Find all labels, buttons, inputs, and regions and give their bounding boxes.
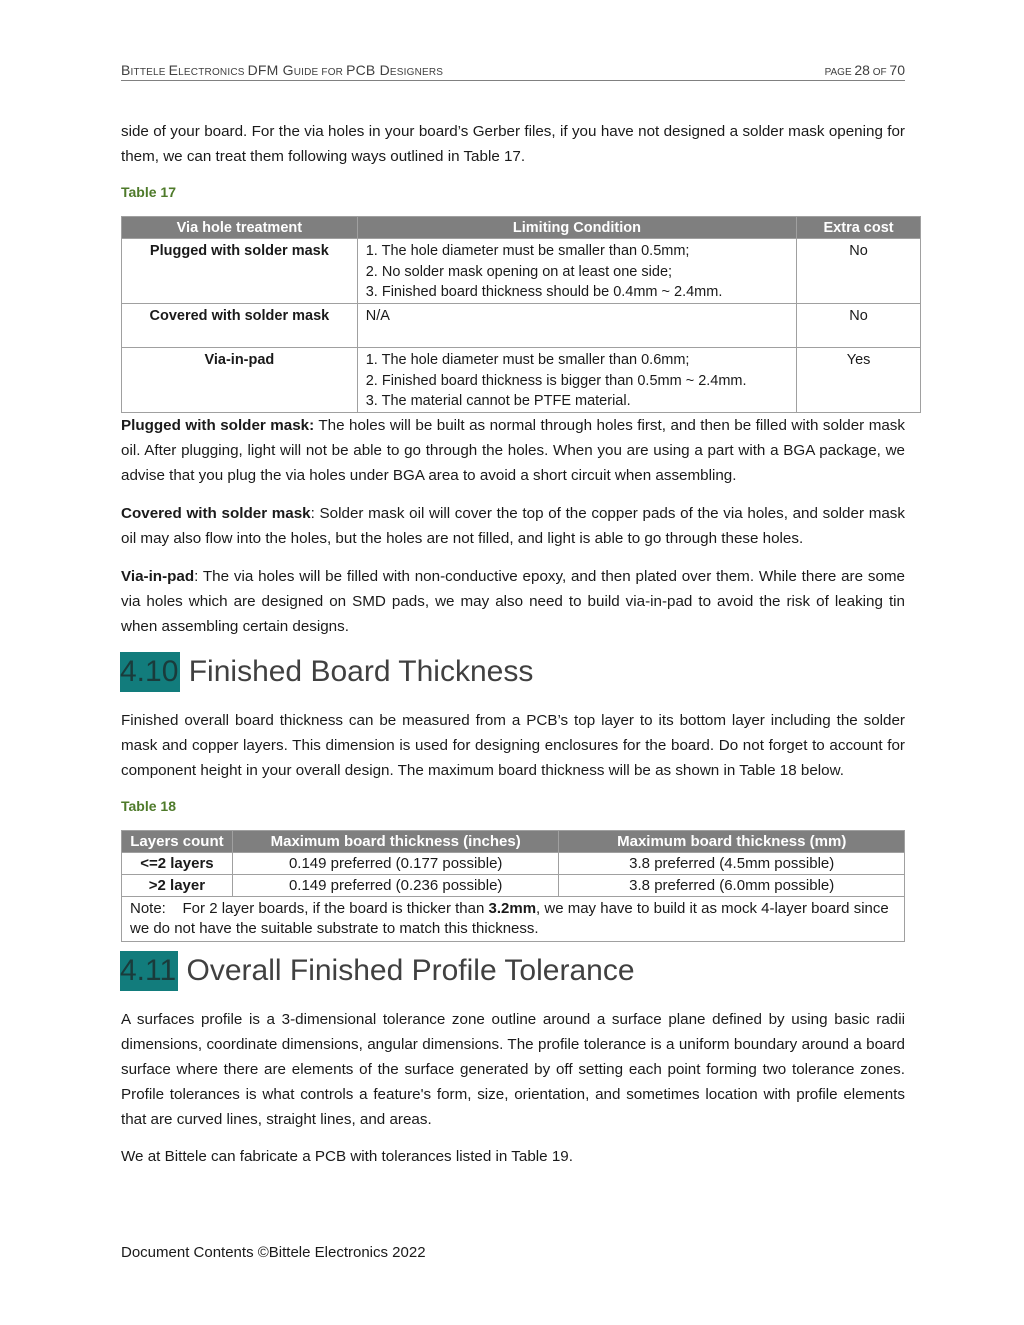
- section-title: Finished Board Thickness: [180, 655, 534, 688]
- condition-line: N/A: [365, 308, 390, 324]
- condition-line: 3. Finished board thickness should be 0.4mm ~ 2.4mm.: [365, 284, 723, 300]
- layers-count: >2 layer: [122, 875, 233, 897]
- description-term: Plugged with solder mask:: [121, 417, 315, 434]
- table-18: [121, 830, 905, 942]
- table-17-caption: Table 17: [121, 184, 176, 200]
- extra-cost: No: [797, 304, 921, 348]
- treatment-name: Plugged with solder mask: [122, 239, 358, 304]
- thickness-inches: 0.149 preferred (0.236 possible): [232, 875, 559, 897]
- column-header: Extra cost: [797, 217, 921, 239]
- column-header: Maximum board thickness (inches): [232, 831, 559, 853]
- table-row: [122, 239, 921, 304]
- description-text: The holes will be built as normal through holes first, and then be filled with solder mask oil. After plugging, light will not be able to go through the holes. When you are using a part with a BGA package, we advise that you plug the via holes under BGA area to avoid a short circuit when assembling.: [121, 417, 905, 484]
- table-17: [121, 216, 921, 413]
- extra-cost: Yes: [797, 348, 921, 413]
- section-heading-4-11: [120, 951, 635, 991]
- condition-line: 1. The hole diameter must be smaller than 0.5mm;: [365, 243, 690, 259]
- title-part: B: [121, 62, 131, 78]
- column-header: Maximum board thickness (mm): [559, 831, 905, 853]
- table-row: [122, 304, 921, 348]
- condition-line: 2. No solder mask opening on at least one side;: [365, 263, 673, 280]
- treatment-name: Via-in-pad: [122, 348, 358, 413]
- section-number: 4.11: [120, 951, 178, 991]
- column-header: Layers count: [122, 831, 233, 853]
- description-text: : The via holes will be filled with non-conductive epoxy, and then plated over them. While there are some via holes which are designed on SMD pads, we may also need to build via-in-pad to avoid the risk of leaking tin when assembling certain designs.: [121, 568, 905, 635]
- description-term: Via-in-pad: [121, 568, 195, 585]
- board-thickness-paragraph: Finished overall board thickness can be measured from a PCB’s top layer to its bottom layer including the solder mask and copper layers. This dimension is used for designing enclosures for the board. Do not forget to account for component height in your overall design. The maximum board thickness will be as shown in Table 18 below.: [121, 712, 905, 779]
- condition-line: 1. The hole diameter must be smaller than 0.6mm;: [365, 352, 690, 368]
- extra-cost: No: [797, 239, 921, 304]
- condition-line: 2. Finished board thickness is bigger than 0.5mm ~ 2.4mm.: [365, 372, 747, 389]
- condition-cell: [357, 348, 796, 413]
- treatment-name: Covered with solder mask: [122, 304, 358, 348]
- profile-tolerance-paragraph: A surfaces profile is a 3-dimensional tolerance zone outline around a surface plane defined by using basic radii dimensions, coordinate dimensions, angular dimensions. The profile tolerance is a uniform boundary around a board surface where there are elements of the surface generated by off setting each point forming two tolerance zones. Profile tolerances is what controls a feature's form, size, orientation, and sometimes location with profile elements that are curved lines, straight lines, and areas.: [121, 1011, 905, 1128]
- section-title: Overall Finished Profile Tolerance: [178, 954, 635, 987]
- title-part: D: [379, 62, 390, 78]
- page-number: PAGE 28 OF 70: [824, 62, 905, 78]
- description-covered: [121, 501, 905, 551]
- title-part: LECTRONICS: [178, 67, 248, 78]
- condition-line: 3. The material cannot be PTFE material.: [365, 393, 631, 409]
- table-header-row: [122, 217, 921, 239]
- intro-paragraph: side of your board. For the via holes in your board’s Gerber files, if you have not designed a solder mask opening for them, we can treat them following ways outlined in Table 17.: [121, 123, 905, 165]
- section-number: 4.10: [120, 652, 180, 692]
- column-header: Via hole treatment: [122, 217, 358, 239]
- condition-cell: [357, 239, 796, 304]
- table-note-row: [122, 897, 905, 942]
- table-18-caption: Table 18: [121, 798, 176, 814]
- table-note: Note: For 2 layer boards, if the board is thicker than 3.2mm, we may have to build it as mock 4-layer board since we do not have the suitable substrate to match this thickness.: [122, 897, 905, 942]
- title-part: ITTELE: [130, 67, 169, 78]
- description-term: Covered with solder mask: [121, 505, 311, 522]
- column-header: Limiting Condition: [357, 217, 796, 239]
- title-part: ESIGNERS: [389, 67, 444, 78]
- title-part: PCB: [346, 62, 380, 78]
- thickness-mm: 3.8 preferred (4.5mm possible): [559, 853, 905, 875]
- table-row: [122, 875, 905, 897]
- table-row: [122, 853, 905, 875]
- thickness-inches: 0.149 preferred (0.177 possible): [232, 853, 559, 875]
- condition-cell: [357, 304, 796, 348]
- table-row: [122, 348, 921, 413]
- page-header: [121, 62, 905, 81]
- tolerance-reference-paragraph: We at Bittele can fabricate a PCB with tolerances listed in Table 19.: [121, 1148, 573, 1165]
- description-text: : Solder mask oil will cover the top of the copper pads of the via holes, and solder mask oil may also flow into the holes, but the holes are not filled, and light is able to go through these holes.: [121, 505, 905, 547]
- thickness-mm: 3.8 preferred (6.0mm possible): [559, 875, 905, 897]
- description-via-in-pad: [121, 564, 905, 639]
- title-part: G: [282, 62, 294, 78]
- title-part: UIDE FOR: [293, 67, 347, 78]
- description-plugged: [121, 413, 905, 488]
- title-part: E: [168, 62, 179, 78]
- document-title: [121, 62, 443, 78]
- table-header-row: [122, 831, 905, 853]
- page-footer: Document Contents ©Bittele Electronics 2022: [121, 1244, 426, 1261]
- section-heading-4-10: [120, 652, 533, 692]
- title-part: DFM: [247, 62, 283, 78]
- layers-count: <=2 layers: [122, 853, 233, 875]
